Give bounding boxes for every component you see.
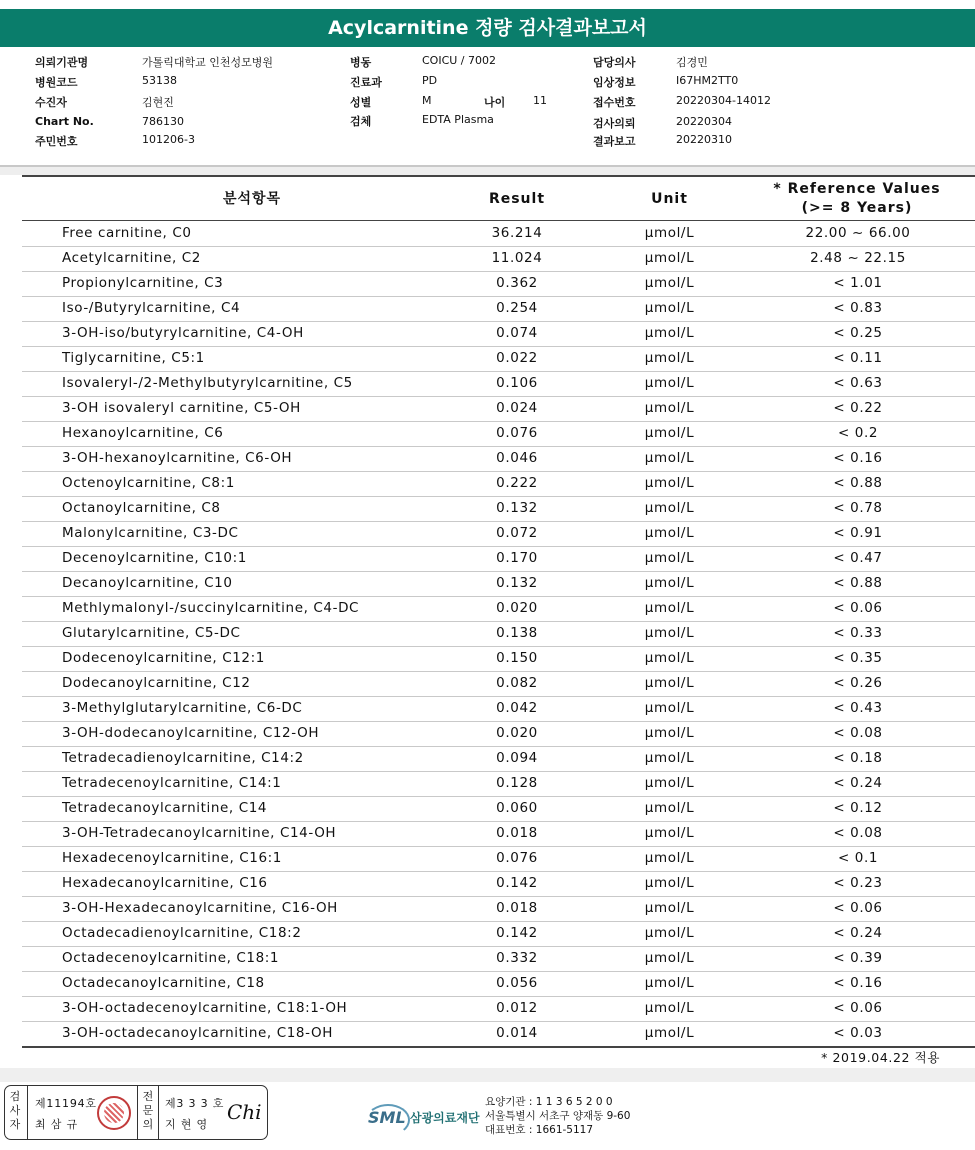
- divider-strip: [0, 167, 975, 175]
- unit-value: μmol/L: [644, 675, 695, 691]
- unit-value: μmol/L: [644, 350, 695, 366]
- table-row: [22, 246, 975, 271]
- header-reference: [752, 177, 962, 221]
- result-value: 0.018: [496, 900, 538, 916]
- info-label: 검체: [350, 115, 372, 128]
- info-label: 의뢰기관명: [35, 56, 89, 69]
- table-row: [22, 596, 975, 621]
- specialist-name: 지 현 영: [165, 1118, 208, 1131]
- reference-value: < 0.12: [833, 800, 883, 816]
- reference-value: < 0.43: [833, 700, 883, 716]
- table-row: [22, 821, 975, 846]
- result-value: 0.072: [496, 525, 538, 541]
- info-label: 접수번호: [593, 96, 636, 109]
- unit-value: μmol/L: [644, 275, 695, 291]
- separator: [137, 1086, 138, 1139]
- unit-value: μmol/L: [644, 875, 695, 891]
- result-value: 0.132: [496, 500, 538, 516]
- info-label: 주민번호: [35, 135, 78, 148]
- result-value: 0.138: [496, 625, 538, 641]
- result-value: 0.254: [496, 300, 538, 316]
- result-value: 0.012: [496, 1000, 538, 1016]
- result-value: 0.024: [496, 400, 538, 416]
- reference-value: < 0.2: [837, 425, 879, 441]
- reference-value: < 0.1: [837, 850, 879, 866]
- result-value: 36.214: [491, 225, 543, 241]
- table-row: [22, 621, 975, 646]
- unit-value: μmol/L: [644, 775, 695, 791]
- age-value: 11: [533, 94, 547, 107]
- info-label: 진료과: [350, 76, 382, 89]
- analyte-name: Tetradecadienoylcarnitine, C14:2: [62, 750, 304, 766]
- result-value: 0.076: [496, 425, 538, 441]
- table-row: [22, 571, 975, 596]
- reference-value: < 0.39: [833, 950, 883, 966]
- analyte-name: 3-OH-octadecenoylcarnitine, C18:1-OH: [62, 1000, 348, 1016]
- result-value: 0.042: [496, 700, 538, 716]
- reference-value: < 0.23: [833, 875, 883, 891]
- table-row: [22, 296, 975, 321]
- result-value: 0.106: [496, 375, 538, 391]
- table-row: [22, 446, 975, 471]
- seal-icon: [97, 1096, 131, 1130]
- analyte-name: Octadecadienoylcarnitine, C18:2: [62, 925, 302, 941]
- reference-value: < 0.16: [833, 450, 883, 466]
- result-value: 0.170: [496, 550, 538, 566]
- result-value: 0.362: [496, 275, 538, 291]
- lab-info-line: 대표번호 : 1661-5117: [485, 1124, 594, 1136]
- table-row: [22, 771, 975, 796]
- analyte-name: Hexadecenoylcarnitine, C16:1: [62, 850, 282, 866]
- info-label: 성별: [350, 96, 372, 109]
- table-row: [22, 1021, 975, 1046]
- reference-value: < 0.08: [833, 825, 883, 841]
- table-row: [22, 871, 975, 896]
- header-item: 분석항목: [222, 190, 282, 207]
- unit-value: μmol/L: [644, 450, 695, 466]
- analyte-name: Propionylcarnitine, C3: [62, 275, 224, 291]
- unit-value: μmol/L: [644, 850, 695, 866]
- info-value: EDTA Plasma: [422, 113, 494, 126]
- result-value: 0.046: [496, 450, 538, 466]
- info-label: 수진자: [35, 96, 67, 109]
- table-row: [22, 896, 975, 921]
- analyte-name: 3-Methylglutarylcarnitine, C6-DC: [62, 700, 303, 716]
- result-value: 0.018: [496, 825, 538, 841]
- info-value: 20220304-14012: [676, 94, 771, 107]
- info-value: 가톨릭대학교 인천성모병원: [142, 56, 274, 69]
- analyte-name: Hexanoylcarnitine, C6: [62, 425, 224, 441]
- analyte-name: Tetradecenoylcarnitine, C14:1: [62, 775, 282, 791]
- age-label: 나이: [484, 96, 506, 109]
- analyte-name: Isovaleryl-/2-Methylbutyrylcarnitine, C5: [62, 375, 353, 391]
- table-row: [22, 746, 975, 771]
- unit-value: μmol/L: [644, 1000, 695, 1016]
- unit-value: μmol/L: [644, 575, 695, 591]
- header-reference-line1: * Reference Values: [773, 181, 941, 197]
- table-row: [22, 696, 975, 721]
- reference-value: < 0.08: [833, 725, 883, 741]
- unit-value: μmol/L: [644, 425, 695, 441]
- reference-value: < 0.83: [833, 300, 883, 316]
- unit-value: μmol/L: [644, 800, 695, 816]
- unit-value: μmol/L: [644, 225, 695, 241]
- result-value: 0.056: [496, 975, 538, 991]
- table-row: [22, 796, 975, 821]
- result-value: 0.332: [496, 950, 538, 966]
- unit-value: μmol/L: [644, 375, 695, 391]
- unit-value: μmol/L: [644, 700, 695, 716]
- reference-value: < 0.22: [833, 400, 883, 416]
- info-value: PD: [422, 74, 438, 87]
- info-value: 김경민: [676, 56, 708, 69]
- info-value: I67HM2TT0: [676, 74, 739, 87]
- reference-value: < 0.91: [833, 525, 883, 541]
- unit-value: μmol/L: [644, 525, 695, 541]
- info-value: COICU / 7002: [422, 54, 497, 67]
- unit-value: μmol/L: [644, 400, 695, 416]
- reference-value: < 0.26: [833, 675, 883, 691]
- reference-value: < 0.24: [833, 925, 883, 941]
- lab-info-line: 서울특별시 서초구 양재동 9-60: [485, 1110, 631, 1122]
- reference-value: < 0.25: [833, 325, 883, 341]
- unit-value: μmol/L: [644, 1025, 695, 1041]
- table-row: [22, 521, 975, 546]
- analyte-name: Iso-/Butyrylcarnitine, C4: [62, 300, 241, 316]
- analyte-name: Free carnitine, C0: [62, 225, 192, 241]
- separator: [158, 1086, 159, 1139]
- reference-value: < 0.03: [833, 1025, 883, 1041]
- header-reference-line2: (>= 8 Years): [801, 200, 913, 216]
- reference-value: < 0.78: [833, 500, 883, 516]
- table-row: [22, 721, 975, 746]
- analyte-name: Decenoylcarnitine, C10:1: [62, 550, 247, 566]
- unit-value: μmol/L: [644, 725, 695, 741]
- reference-value: < 0.88: [833, 475, 883, 491]
- reference-value: < 0.88: [833, 575, 883, 591]
- info-value: 53138: [142, 74, 177, 87]
- inspector-name: 최 삼 규: [35, 1118, 78, 1131]
- info-label: 결과보고: [593, 135, 636, 148]
- info-label: 담당의사: [593, 56, 636, 69]
- result-value: 0.076: [496, 850, 538, 866]
- reference-value: < 0.24: [833, 775, 883, 791]
- header-result: Result: [488, 190, 546, 207]
- analyte-name: Octanoylcarnitine, C8: [62, 500, 221, 516]
- analyte-name: Glutarylcarnitine, C5-DC: [62, 625, 241, 641]
- analyte-name: Dodecanoylcarnitine, C12: [62, 675, 251, 691]
- table-row: [22, 846, 975, 871]
- patient-info: [0, 54, 975, 166]
- reference-value: 22.00 ~ 66.00: [805, 225, 911, 241]
- unit-value: μmol/L: [644, 550, 695, 566]
- unit-value: μmol/L: [644, 300, 695, 316]
- footnote: * 2019.04.22 적용: [821, 1050, 940, 1065]
- inspector-license: 제11194호: [35, 1097, 97, 1110]
- lab-info: [485, 1095, 630, 1137]
- analyte-name: Octadecanoylcarnitine, C18: [62, 975, 265, 991]
- unit-value: μmol/L: [644, 750, 695, 766]
- logo-icon: SML: [368, 1102, 406, 1134]
- specialist-label: 전문의: [142, 1090, 154, 1131]
- result-value: 0.020: [496, 600, 538, 616]
- result-value: 0.128: [496, 775, 538, 791]
- specialist-license: 제3 3 3 호: [165, 1097, 225, 1110]
- analyte-name: Dodecenoylcarnitine, C12:1: [62, 650, 265, 666]
- footer-strip: [0, 1068, 975, 1082]
- analyte-name: Hexadecanoylcarnitine, C16: [62, 875, 268, 891]
- info-value: 김현진: [142, 96, 174, 109]
- reference-value: < 0.35: [833, 650, 883, 666]
- analyte-name: 3-OH-Hexadecanoylcarnitine, C16-OH: [62, 900, 338, 916]
- result-value: 0.074: [496, 325, 538, 341]
- reference-value: < 0.16: [833, 975, 883, 991]
- result-value: 0.082: [496, 675, 538, 691]
- analyte-name: 3-OH-iso/butyrylcarnitine, C4-OH: [62, 325, 304, 341]
- analyte-name: 3-OH-hexanoylcarnitine, C6-OH: [62, 450, 293, 466]
- logo-name: 삼광의료재단: [410, 1111, 480, 1125]
- unit-value: μmol/L: [644, 600, 695, 616]
- analyte-name: Methlymalonyl-/succinylcarnitine, C4-DC: [62, 600, 360, 616]
- table-row: [22, 546, 975, 571]
- result-value: 0.094: [496, 750, 538, 766]
- inspector-label: 검사자: [9, 1090, 21, 1131]
- table-row: [22, 671, 975, 696]
- analyte-name: Acetylcarnitine, C2: [62, 250, 201, 266]
- analyte-name: Decanoylcarnitine, C10: [62, 575, 233, 591]
- table-row: [22, 421, 975, 446]
- analyte-name: 3-OH-dodecanoylcarnitine, C12-OH: [62, 725, 320, 741]
- analyte-name: 3-OH-Tetradecanoylcarnitine, C14-OH: [62, 825, 337, 841]
- signature-box: [4, 1085, 268, 1140]
- result-value: 11.024: [491, 250, 543, 266]
- info-label: 병원코드: [35, 76, 78, 89]
- table-row: [22, 996, 975, 1021]
- info-value: 786130: [142, 115, 184, 128]
- analyte-name: Octenoylcarnitine, C8:1: [62, 475, 235, 491]
- info-value: 101206-3: [142, 133, 195, 146]
- unit-value: μmol/L: [644, 900, 695, 916]
- reference-value: < 0.06: [833, 1000, 883, 1016]
- reference-value: < 1.01: [833, 275, 883, 291]
- table-row: [22, 946, 975, 971]
- table-row: [22, 221, 975, 246]
- table-row: [22, 471, 975, 496]
- separator: [27, 1086, 28, 1139]
- table-row: [22, 371, 975, 396]
- unit-value: μmol/L: [644, 250, 695, 266]
- reference-value: < 0.63: [833, 375, 883, 391]
- result-value: 0.150: [496, 650, 538, 666]
- reference-value: 2.48 ~ 22.15: [810, 250, 906, 266]
- table-row: [22, 496, 975, 521]
- reference-value: < 0.47: [833, 550, 883, 566]
- result-value: 0.014: [496, 1025, 538, 1041]
- table-row: [22, 646, 975, 671]
- table-row: [22, 271, 975, 296]
- analyte-name: Malonylcarnitine, C3-DC: [62, 525, 239, 541]
- unit-value: μmol/L: [644, 950, 695, 966]
- table-row: [22, 971, 975, 996]
- reference-value: < 0.06: [833, 900, 883, 916]
- info-label: 병동: [350, 56, 372, 69]
- analyte-name: Octadecenoylcarnitine, C18:1: [62, 950, 280, 966]
- result-value: 0.060: [496, 800, 538, 816]
- unit-value: μmol/L: [644, 625, 695, 641]
- unit-value: μmol/L: [644, 500, 695, 516]
- info-label: 임상정보: [593, 76, 636, 89]
- table-row: [22, 921, 975, 946]
- result-value: 0.020: [496, 725, 538, 741]
- analyte-name: Tetradecanoylcarnitine, C14: [62, 800, 268, 816]
- unit-value: μmol/L: [644, 325, 695, 341]
- reference-value: < 0.06: [833, 600, 883, 616]
- header-unit: Unit: [651, 190, 688, 207]
- info-value: M: [422, 94, 432, 107]
- unit-value: μmol/L: [644, 475, 695, 491]
- info-value: 20220310: [676, 133, 732, 146]
- unit-value: μmol/L: [644, 825, 695, 841]
- report-title: Acylcarnitine 정량 검사결과보고서: [0, 9, 975, 47]
- table-row: [22, 396, 975, 421]
- unit-value: μmol/L: [644, 975, 695, 991]
- reference-value: < 0.18: [833, 750, 883, 766]
- reference-value: < 0.33: [833, 625, 883, 641]
- unit-value: μmol/L: [644, 925, 695, 941]
- result-value: 0.132: [496, 575, 538, 591]
- info-label: Chart No.: [35, 115, 94, 128]
- table-row: [22, 321, 975, 346]
- info-value: 20220304: [676, 115, 732, 128]
- reference-value: < 0.11: [833, 350, 883, 366]
- analyte-name: Tiglycarnitine, C5:1: [62, 350, 205, 366]
- result-value: 0.222: [496, 475, 538, 491]
- result-value: 0.142: [496, 875, 538, 891]
- table-header: [22, 177, 975, 221]
- info-label: 검사의뢰: [593, 117, 636, 130]
- unit-value: μmol/L: [644, 650, 695, 666]
- signature-icon: Chi: [227, 1100, 262, 1124]
- lab-logo: [368, 1102, 478, 1134]
- result-value: 0.142: [496, 925, 538, 941]
- lab-info-line: 요양기관 : 1 1 3 6 5 2 0 0: [485, 1096, 613, 1108]
- result-value: 0.022: [496, 350, 538, 366]
- table-row: [22, 346, 975, 371]
- analyte-name: 3-OH-octadecanoylcarnitine, C18-OH: [62, 1025, 333, 1041]
- analyte-name: 3-OH isovaleryl carnitine, C5-OH: [62, 400, 301, 416]
